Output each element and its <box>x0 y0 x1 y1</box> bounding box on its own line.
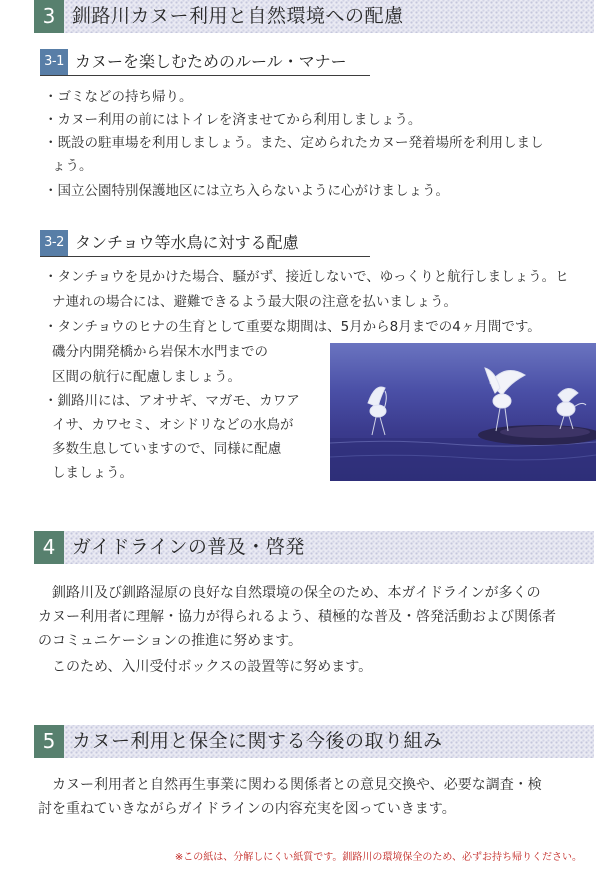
subsection-3-2-header <box>40 230 370 257</box>
cranes-photo <box>330 343 596 481</box>
section-3-header <box>34 0 594 33</box>
rule-line: ・既設の駐車場を利用しましょう。また、定められたカヌー発着場所を利用しまし <box>44 135 544 151</box>
section-4-header <box>34 531 594 564</box>
cranes-illustration <box>330 343 596 481</box>
crane-line: イサ、カワセミ、オシドリなどの水鳥が <box>52 417 294 433</box>
section-4-paragraph-line: のコミュニケーションの推進に努めます。 <box>38 633 303 649</box>
section-5-title: カヌー利用と保全に関する今後の取り組み <box>72 730 443 752</box>
subsection-3-2-badge: 3-2 <box>40 230 68 256</box>
rule-line: ・ゴミなどの持ち帰り。 <box>44 89 193 105</box>
section-5-header <box>34 725 594 758</box>
section-3-title: 釧路川カヌー利用と自然環境への配慮 <box>72 5 404 27</box>
crane-line: 磯分内開発橋から岩保木水門までの <box>52 344 268 360</box>
section-4-title: ガイドラインの普及・啓発 <box>72 536 305 558</box>
crane-line: ・タンチョウを見かけた場合、騒がず、接近しないで、ゆっくりと航行しましょう。ヒ <box>44 269 569 285</box>
section-4-paragraph-line: このため、入川受付ボックスの設置等に努めます。 <box>38 659 373 675</box>
rule-line: ょう。 <box>52 158 93 174</box>
crane-line: ・タンチョウのヒナの生育として重要な期間は、5月から8月までの4ヶ月間です。 <box>44 319 541 335</box>
rule-line: ・カヌー利用の前にはトイレを済ませてから利用しましょう。 <box>44 112 422 128</box>
subsection-3-1-title: カヌーを楽しむためのルール・マナー <box>75 52 347 71</box>
subsection-3-1-badge: 3-1 <box>40 49 68 75</box>
section-5-paragraph-line: 討を重ねていきながらガイドラインの内容充実を図っていきます。 <box>38 801 456 817</box>
section-4-number: 4 <box>34 531 64 564</box>
section-5-number: 5 <box>34 725 64 758</box>
section-3-number: 3 <box>34 0 64 33</box>
section-4-paragraph-line: 釧路川及び釧路湿原の良好な自然環境の保全のため、本ガイドラインが多くの <box>38 585 541 601</box>
crane-line: しましょう。 <box>52 465 133 481</box>
crane-line: 多数生息していますので、同様に配慮 <box>52 441 282 457</box>
rule-line: ・国立公園特別保護地区には立ち入らないように心がけましょう。 <box>44 183 449 199</box>
section-4-paragraph-line: カヌー利用者に理解・協力が得られるよう、積極的な普及・啓発活動および関係者 <box>38 609 556 625</box>
subsection-3-1-header <box>40 49 370 76</box>
section-5-paragraph-line: カヌー利用者と自然再生事業に関わる関係者との意見交換や、必要な調査・検 <box>38 777 542 793</box>
subsection-3-2-title: タンチョウ等水鳥に対する配慮 <box>75 233 299 252</box>
crane-line: 区間の航行に配慮しましょう。 <box>52 369 241 385</box>
crane-line: ・釧路川には、アオサギ、マガモ、カワア <box>44 393 300 409</box>
crane-line: ナ連れの場合には、避難できるよう最大限の注意を払いましょう。 <box>52 294 457 310</box>
footnote: ※この紙は、分解しにくい紙質です。釧路川の環境保全のため、必ずお持ち帰りください。 <box>174 852 582 863</box>
